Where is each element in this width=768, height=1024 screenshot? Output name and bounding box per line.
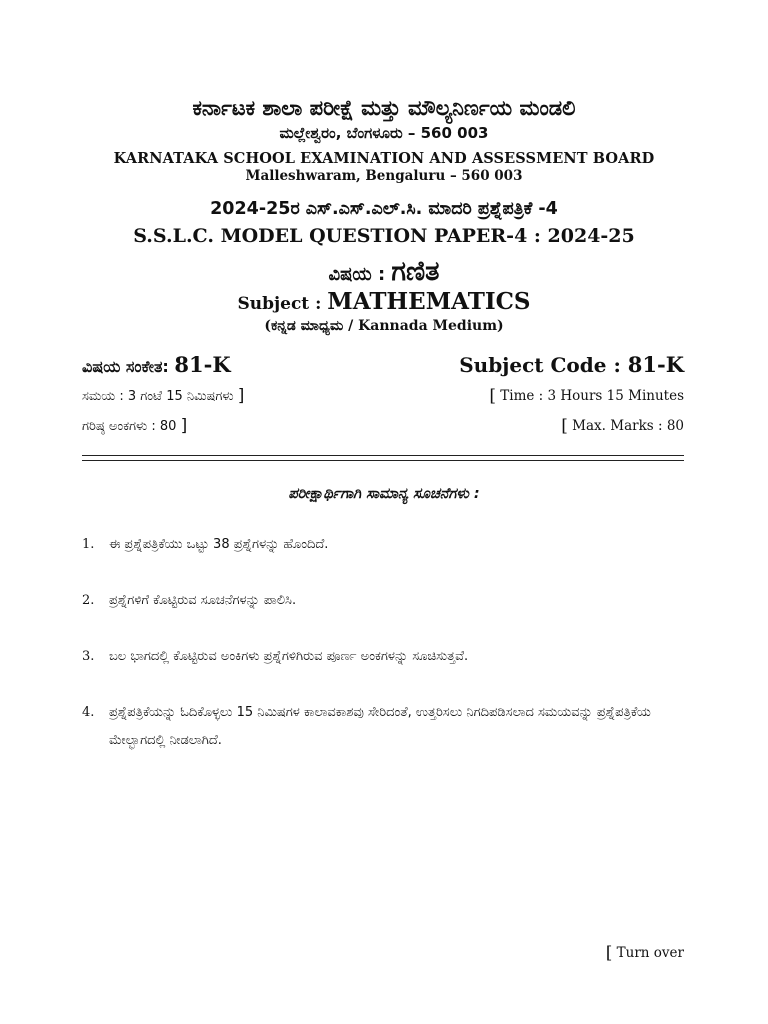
divider-line-top [82, 455, 684, 456]
time-english [489, 386, 684, 406]
subject-code-english [459, 352, 684, 377]
instruction-number: 4. [82, 705, 95, 720]
subject-label-kannada: ವಿಷಯ : [328, 264, 392, 285]
subject-code-value-kannada: 81-K [174, 352, 231, 377]
subject-code-kannada [82, 352, 231, 377]
instruction-text: ಬಲ ಭಾಗದಲ್ಲಿ ಕೊಟ್ಟಿರುವ ಅಂಕಿಗಳು ಪ್ರಶ್ನೆಗಳಿಗಿರುವ ಪೂರ್ಣ ಅಂಕಗಳನ್ನು ಸೂಚಿಸುತ್ತವೆ. [109, 649, 469, 664]
subject-value-english: MATHEMATICS [327, 288, 531, 315]
subject-label-english: Subject : [237, 294, 328, 314]
instruction-item [82, 587, 682, 615]
instruction-text: ಪ್ರಶ್ನೆಗಳಿಗೆ ಕೊಟ್ಟಿರುವ ಸೂಚನೆಗಳನ್ನು ಪಾಲಿಸಿ. [109, 593, 297, 608]
subject-code-value-english: 81-K [627, 352, 684, 377]
board-address-english: Malleshwaram, Bengaluru – 560 003 [245, 168, 523, 184]
instructions-title: ಪರೀಕ್ಷಾರ್ಥಿಗಾಗಿ ಸಾಮಾನ್ಯ ಸೂಚನೆಗಳು : [288, 486, 480, 502]
max-marks-kannada [82, 416, 187, 436]
turn-over-bracket: [ [605, 943, 613, 963]
paper-title-english: S.S.L.C. MODEL QUESTION PAPER-4 : 2024-25 [133, 225, 635, 247]
subject-english [0, 288, 768, 315]
max-marks-english [561, 416, 684, 436]
marks-bracket-close: ] [180, 416, 188, 436]
medium-open-paren: ( [264, 318, 271, 334]
time-kannada [82, 386, 244, 406]
time-text-kannada: ಸಮಯ : 3 ಗಂಟೆ 15 ನಿಮಿಷಗಳು [82, 389, 238, 404]
board-address-kannada: ಮಲ್ಲೇಶ್ವರಂ, ಬೆಂಗಳೂರು – 560 003 [279, 124, 489, 142]
medium-english: / Kannada Medium [343, 318, 498, 334]
instruction-number: 2. [82, 593, 95, 608]
board-name-english: KARNATAKA SCHOOL EXAMINATION AND ASSESSMENT BOARD [113, 150, 655, 167]
medium-line [0, 318, 768, 334]
marks-text-english: Max. Marks : 80 [567, 418, 684, 434]
instruction-number: 1. [82, 537, 95, 552]
turn-over-text: Turn over [612, 945, 684, 961]
instruction-item [82, 531, 682, 559]
time-bracket-open: [ [489, 386, 496, 406]
instruction-text: ಪ್ರಶ್ನೆಪತ್ರಿಕೆಯನ್ನು ಓದಿಕೊಳ್ಳಲು 15 ನಿಮಿಷಗಳ ಕಾಲಾವಕಾಶವು ಸೇರಿದಂತೆ, ಉತ್ತರಿಸಲು ನಿಗದಿಪಡಿಸಲಾದ ಸಮಯವನ್ನು ಪ್ರಶ್ನೆಪತ್ರಿಕೆಯ ಮೇಲ್ಭಾಗದಲ್ಲಿ ನೀಡಲಾಗಿದೆ. [109, 705, 651, 748]
divider-line-bottom [82, 460, 684, 461]
instruction-item [82, 643, 682, 671]
instruction-number: 3. [82, 649, 95, 664]
board-name-kannada: ಕರ್ನಾಟಕ ಶಾಲಾ ಪರೀಕ್ಷೆ ಮತ್ತು ಮೌಲ್ಯನಿರ್ಣಯ ಮಂಡಲಿ [192, 96, 576, 120]
subject-kannada [0, 256, 768, 288]
turn-over-note [606, 943, 684, 963]
marks-text-kannada: ಗರಿಷ್ಠ ಅಂಕಗಳು : 80 [82, 419, 181, 434]
subject-code-label-kannada: ವಿಷಯ ಸಂಕೇತ: [82, 357, 175, 376]
subject-code-label-english: Subject Code : [459, 353, 628, 377]
instruction-item [82, 699, 682, 755]
time-text-english: Time : 3 Hours 15 Minutes [495, 388, 684, 404]
time-bracket-close: ] [237, 386, 245, 406]
instruction-text: ಈ ಪ್ರಶ್ನೆಪತ್ರಿಕೆಯು ಒಟ್ಟು 38 ಪ್ರಶ್ನೆಗಳನ್ನು ಹೊಂದಿದೆ. [109, 537, 329, 552]
paper-title-kannada: 2024-25ರ ಎಸ್.ಎಸ್.ಎಲ್.ಸಿ. ಮಾದರಿ ಪ್ರಶ್ನೆಪತ್ರಿಕೆ -4 [210, 199, 558, 219]
marks-bracket-open: [ [561, 416, 568, 436]
subject-value-kannada: ಗಣಿತ [391, 256, 440, 287]
medium-kannada: ಕನ್ನಡ ಮಾಧ್ಯಮ [270, 318, 344, 334]
medium-close-paren: ) [497, 318, 504, 334]
